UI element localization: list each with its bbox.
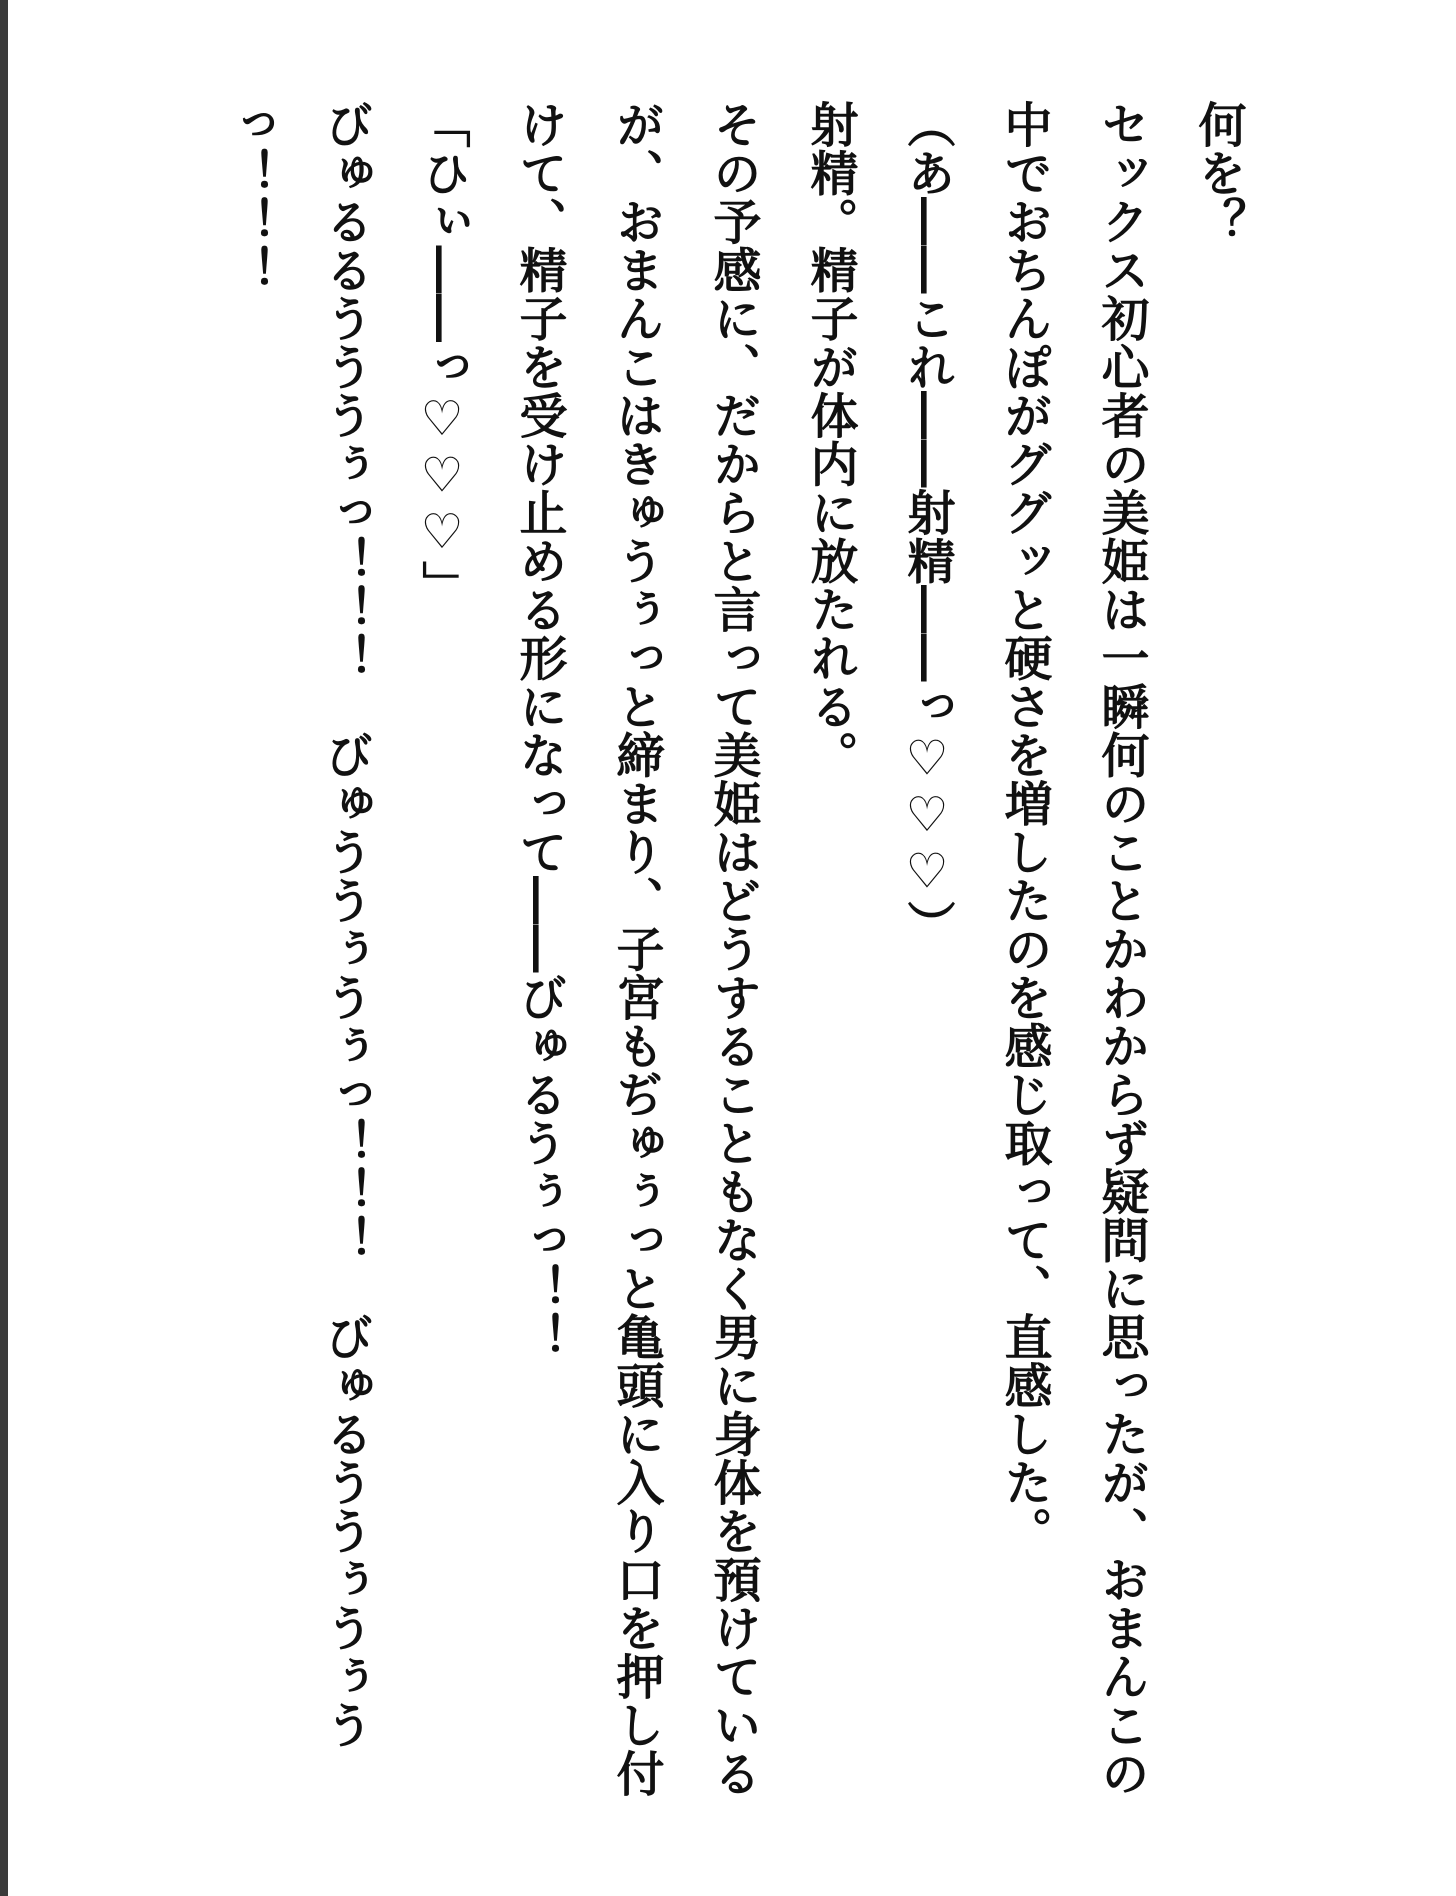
document-page	[8, 0, 1456, 1896]
vertical-text-body	[199, 100, 1266, 1800]
text-paragraph-1: 何を？	[1190, 100, 1246, 246]
text-paragraph-5: その予感に、だからと言って美姫はどうすることもなく男に身体を預けているが、おまんこはきゅうぅっと締まり、子宮もぢゅぅっと亀頭に入り口を押し付けて、精子を受け止める形になって――びゅるうぅっ！！	[511, 100, 761, 1798]
text-paragraph-2: セックス初心者の美姫は一瞬何のことかわからず疑問に思ったが、おまんこの中でおちんぽがググッと硬さを増したのを感じ取って、直感した。	[996, 100, 1149, 1798]
text-paragraph-4: 射精。精子が体内に放たれる。	[802, 100, 858, 779]
text-paragraph-7: びゅるるうううぅっ！！！ びゅううぅうぅっ！！！ びゅるううぅうぅうっ！！！	[220, 100, 373, 1749]
text-paragraph-3: （あ――これ――射精――っ♡♡♡）	[899, 100, 955, 949]
text-paragraph-6: 「ひぃ――っ♡♡♡」	[414, 100, 470, 609]
